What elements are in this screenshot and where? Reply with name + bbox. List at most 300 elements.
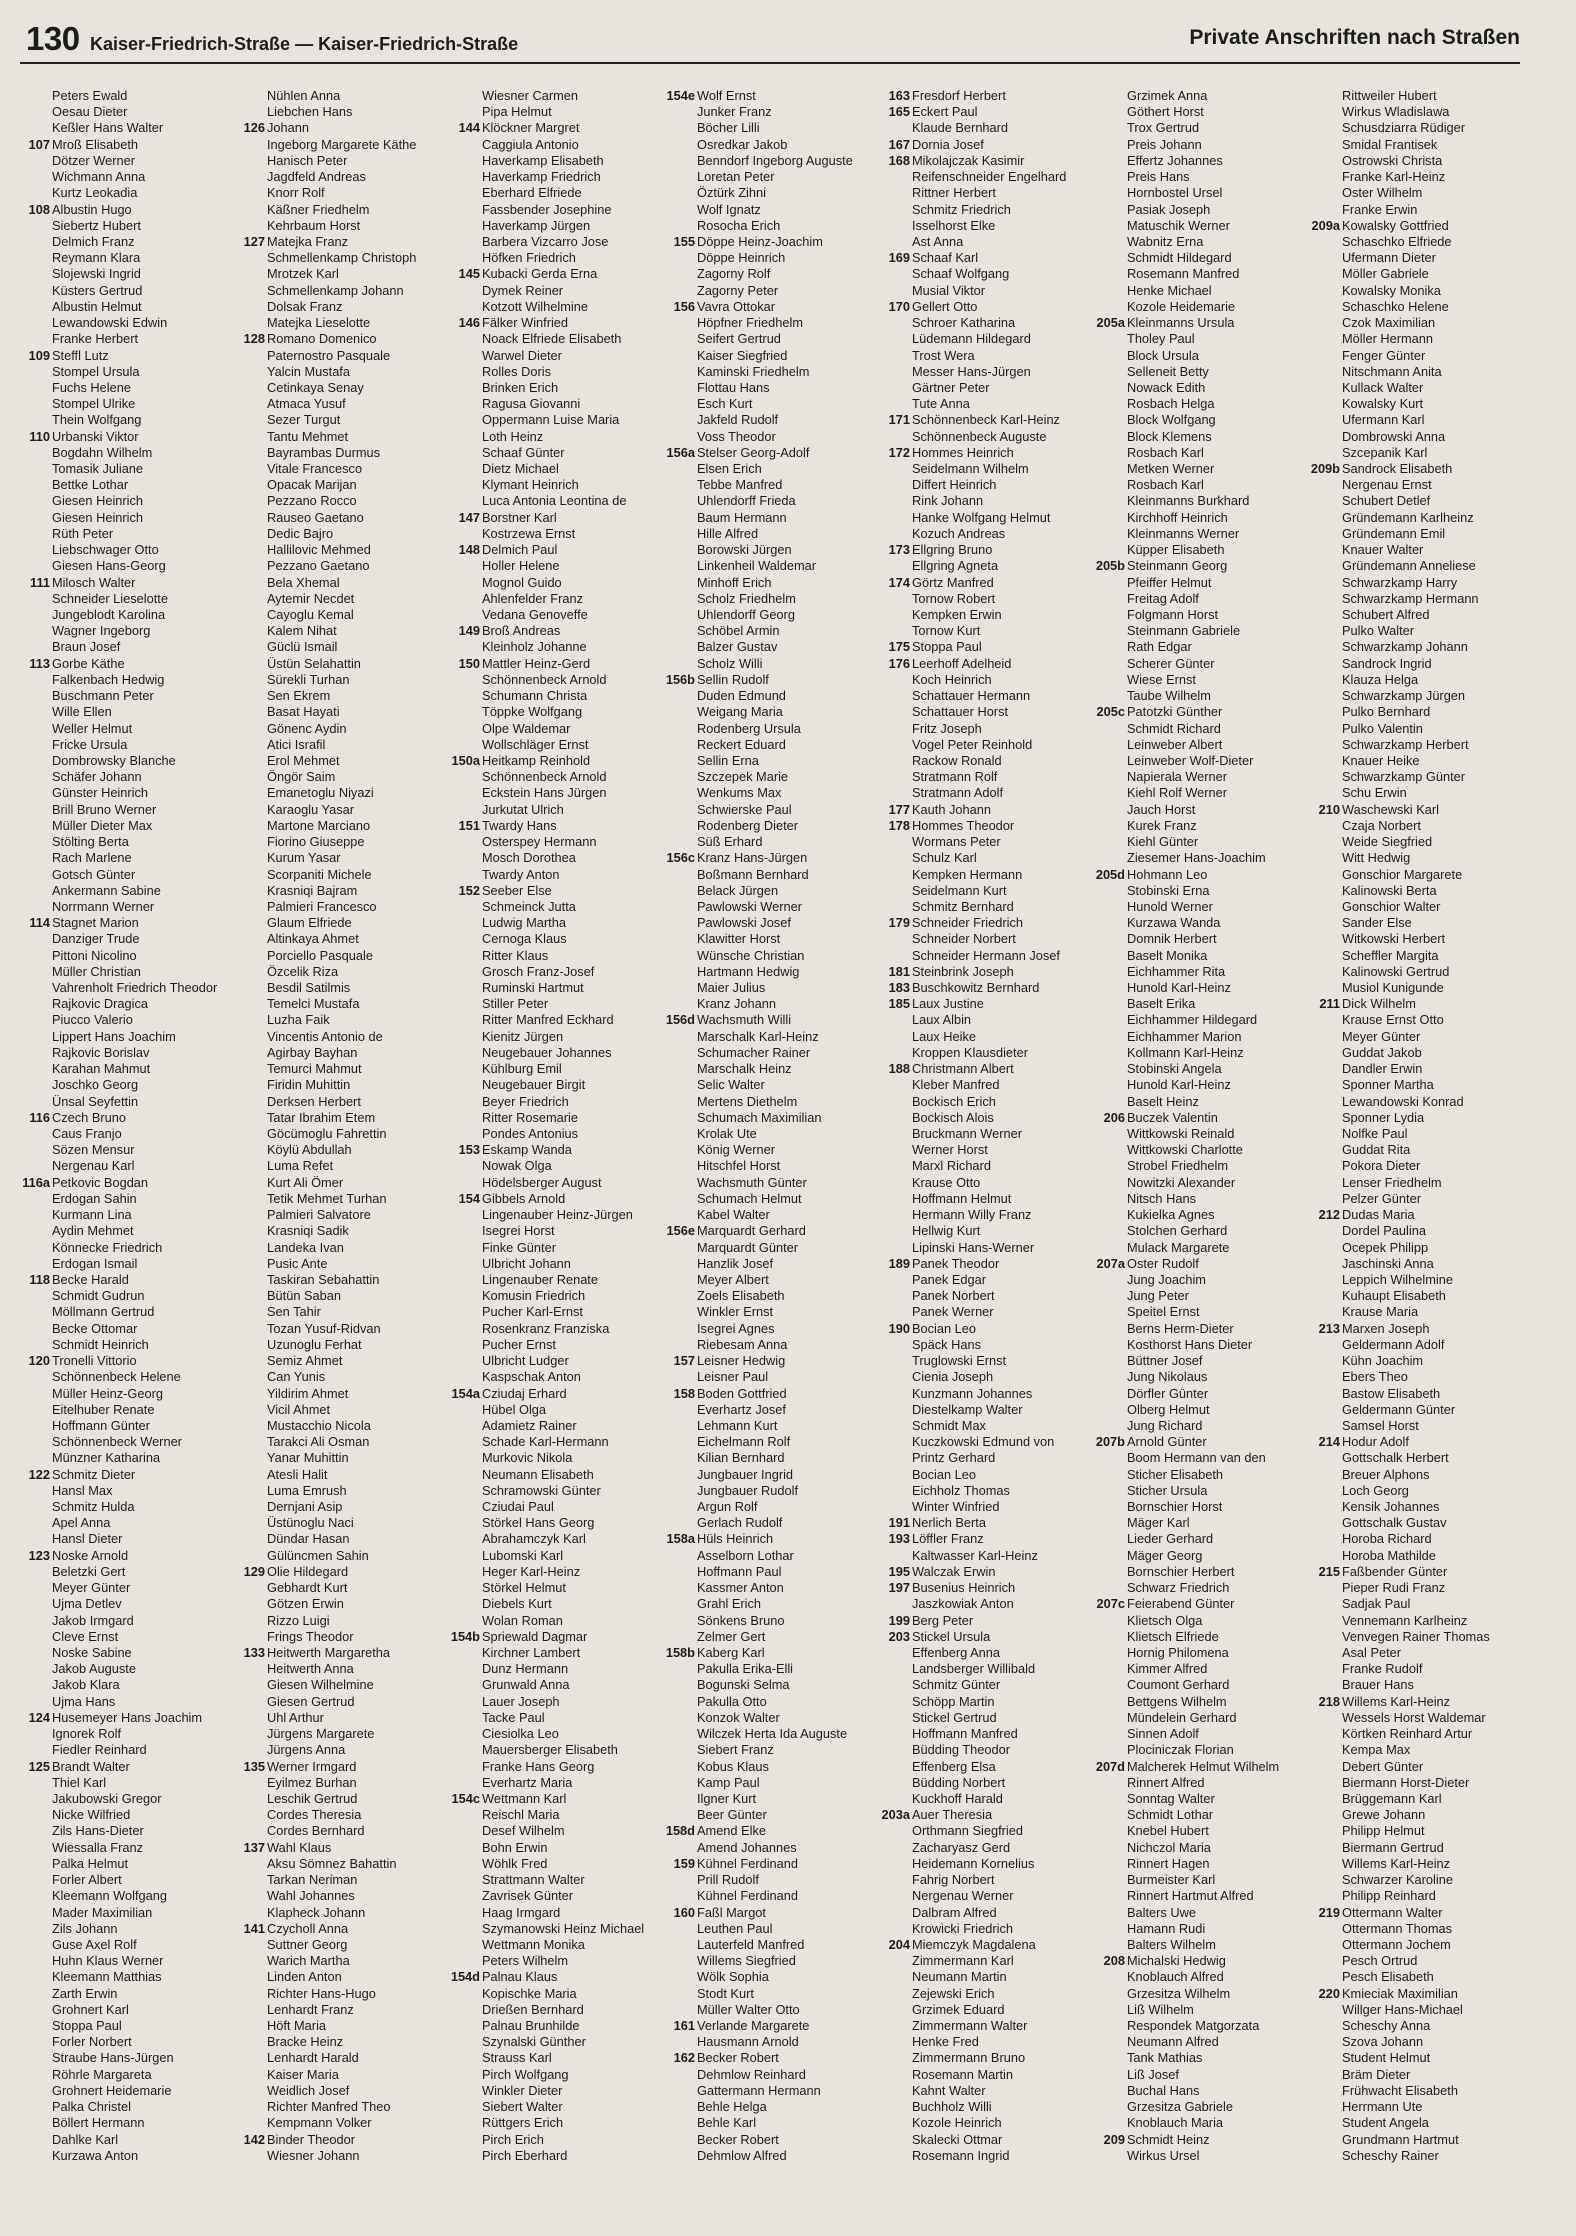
- directory-entry: [231, 1742, 441, 1758]
- resident-name: Student Helmut: [1342, 2050, 1431, 2066]
- resident-name: Seidelmann Kurt: [912, 882, 1007, 898]
- resident-name: Schmitz Dieter: [52, 1466, 136, 1482]
- resident-name: Thiel Karl: [52, 1774, 107, 1790]
- directory-entry: [876, 834, 1086, 850]
- resident-name: Göthert Horst: [1127, 104, 1204, 120]
- directory-entry: [446, 331, 656, 347]
- house-number: 177: [888, 801, 910, 817]
- resident-name: Nichczol Maria: [1127, 1839, 1211, 1855]
- directory-entry: [446, 688, 656, 704]
- resident-name: Respondek Matgorzata: [1127, 2018, 1260, 2034]
- directory-entry: [661, 1953, 871, 1969]
- resident-name: Baselt Heinz: [1127, 1093, 1199, 1109]
- directory-entry: [231, 1888, 441, 1904]
- directory-entry: [16, 445, 226, 461]
- resident-name: Schusdziarra Rüdiger: [1342, 120, 1466, 136]
- resident-name: Schwarzer Karoline: [1342, 1872, 1453, 1888]
- resident-name: Effenberg Elsa: [912, 1758, 996, 1774]
- resident-name: Stölting Berta: [52, 834, 129, 850]
- directory-entry: [16, 721, 226, 737]
- directory-entry: [876, 120, 1086, 136]
- resident-name: Brinken Erich: [482, 379, 559, 395]
- resident-name: Bornschier Horst: [1127, 1499, 1223, 1515]
- resident-name: Gattermann Hermann: [697, 2082, 821, 2098]
- resident-name: Schubert Alfred: [1342, 607, 1430, 622]
- resident-name: Dymek Reiner: [482, 282, 564, 298]
- resident-name: Fälker Winfried: [482, 315, 569, 331]
- directory-entry: [231, 1856, 441, 1872]
- directory-entry: [1091, 299, 1301, 315]
- resident-name: Özcelik Riza: [267, 963, 339, 979]
- directory-entry: [661, 1661, 871, 1677]
- resident-name: Tute Anna: [912, 396, 970, 412]
- directory-entry: [446, 445, 656, 461]
- directory-entry: [231, 2034, 441, 2050]
- directory-entry: [1306, 1353, 1516, 1369]
- resident-name: Kamp Paul: [697, 1774, 760, 1790]
- resident-name: Ritter Klaus: [482, 947, 549, 963]
- directory-entry: [1091, 380, 1301, 396]
- directory-entry: [876, 931, 1086, 947]
- directory-entry: [446, 1126, 656, 1142]
- resident-name: Belack Jürgen: [697, 882, 779, 898]
- directory-column: [876, 88, 1086, 2164]
- directory-entry: [231, 1531, 441, 1547]
- resident-name: Tronelli Vittorio: [52, 1353, 137, 1369]
- resident-name: Büdding Theodor: [912, 1742, 1010, 1758]
- directory-entry: [1306, 1175, 1516, 1191]
- directory-entry: [231, 1304, 441, 1320]
- directory-entry: [661, 1791, 871, 1807]
- directory-entry: [876, 1094, 1086, 1110]
- directory-entry: [1306, 688, 1516, 704]
- resident-name: Ostrowski Christa: [1342, 152, 1443, 168]
- directory-entry: [661, 753, 871, 769]
- directory-entry: [446, 737, 656, 753]
- directory-entry: [1091, 607, 1301, 623]
- resident-name: Jakob Auguste: [52, 1661, 136, 1677]
- directory-entry: [16, 1304, 226, 1320]
- resident-name: Kosthorst Hans Dieter: [1127, 1336, 1253, 1352]
- directory-entry: [1306, 996, 1516, 1012]
- directory-entry: [1091, 477, 1301, 493]
- directory-entry: [1091, 704, 1301, 720]
- resident-name: Palmieri Francesco: [267, 898, 377, 914]
- resident-name: Schaschko Elfriede: [1342, 233, 1452, 249]
- directory-entry: [16, 672, 226, 688]
- resident-name: Block Klemens: [1127, 428, 1212, 444]
- directory-entry: [876, 461, 1086, 477]
- directory-entry: [16, 1321, 226, 1337]
- resident-name: Scheschy Rainer: [1342, 2147, 1439, 2163]
- resident-name: Student Angela: [1342, 2115, 1429, 2131]
- resident-name: Coumont Gerhard: [1127, 1677, 1230, 1693]
- directory-entry: [1306, 785, 1516, 801]
- directory-entry: [446, 1288, 656, 1304]
- resident-name: Töppke Wolfgang: [482, 704, 583, 720]
- directory-entry: [446, 1386, 656, 1402]
- directory-entry: [1306, 429, 1516, 445]
- resident-name: Dombrowsky Blanche: [52, 752, 176, 768]
- resident-name: Kleinmanns Ursula: [1127, 315, 1235, 331]
- directory-entry: [661, 915, 871, 931]
- directory-entry: [876, 1207, 1086, 1223]
- directory-entry: [1091, 1759, 1301, 1775]
- resident-name: Jakfeld Rudolf: [697, 412, 779, 428]
- directory-entry: [231, 948, 441, 964]
- directory-entry: [661, 1337, 871, 1353]
- resident-name: Schulz Karl: [912, 850, 977, 866]
- resident-name: Knebel Hubert: [1127, 1823, 1209, 1839]
- resident-name: Mulack Margarete: [1127, 1239, 1230, 1255]
- directory-entry: [661, 283, 871, 299]
- resident-name: Kühlburg Emil: [482, 1061, 562, 1077]
- directory-entry: [1306, 510, 1516, 526]
- resident-name: Messer Hans-Jürgen: [912, 363, 1031, 379]
- resident-name: Duden Edmund: [697, 688, 786, 704]
- resident-name: Buchholz Willi: [912, 2099, 992, 2115]
- resident-name: Röhrle Margareta: [52, 2066, 152, 2082]
- directory-entry: [231, 834, 441, 850]
- resident-name: Kimmer Alfred: [1127, 1661, 1208, 1677]
- resident-name: Jungbauer Ingrid: [697, 1466, 794, 1482]
- directory-entry: [1306, 1515, 1516, 1531]
- resident-name: Cordes Bernhard: [267, 1823, 365, 1839]
- resident-name: Rosemann Ingrid: [912, 2147, 1010, 2163]
- directory-entry: [446, 2083, 656, 2099]
- resident-name: Grzimek Eduard: [912, 2001, 1005, 2017]
- directory-entry: [876, 1158, 1086, 1174]
- resident-name: Taube Wilhelm: [1127, 688, 1211, 704]
- resident-name: Baselt Erika: [1127, 996, 1196, 1012]
- house-number: 156c: [666, 850, 695, 866]
- resident-name: Nergenau Werner: [912, 1888, 1014, 1904]
- directory-entry: [876, 169, 1086, 185]
- directory-entry: [661, 153, 871, 169]
- directory-entry: [876, 1353, 1086, 1369]
- resident-name: Schade Karl-Hermann: [482, 1434, 609, 1450]
- directory-entry: [661, 737, 871, 753]
- resident-name: Heitwerth Anna: [267, 1661, 354, 1677]
- directory-entry: [446, 850, 656, 866]
- resident-name: Möllmann Gertrud: [52, 1304, 155, 1320]
- directory-entry: [446, 1629, 656, 1645]
- directory-entry: [661, 1856, 871, 1872]
- directory-entry: [16, 1272, 226, 1288]
- resident-name: Elsen Erich: [697, 461, 762, 477]
- resident-name: Lingenauber Renate: [482, 1271, 598, 1287]
- directory-entry: [446, 1256, 656, 1272]
- resident-name: Forler Norbert: [52, 2034, 132, 2050]
- resident-name: Boom Hermann van den: [1127, 1450, 1266, 1466]
- directory-entry: [1306, 802, 1516, 818]
- house-number: 137: [243, 1839, 265, 1855]
- resident-name: Grzesitza Wilhelm: [1127, 1985, 1231, 2001]
- resident-name: Ignorek Rolf: [52, 1726, 121, 1742]
- resident-name: Jakob Klara: [52, 1677, 120, 1693]
- resident-name: Everhartz Maria: [482, 1774, 573, 1790]
- resident-name: Biermann Gertrud: [1342, 1839, 1444, 1855]
- directory-entry: [231, 412, 441, 428]
- resident-name: Oster Wilhelm: [1342, 185, 1423, 201]
- directory-entry: [661, 1629, 871, 1645]
- directory-entry: [231, 1012, 441, 1028]
- resident-name: Dedic Bajro: [267, 525, 334, 541]
- resident-name: Höfken Friedrich: [482, 250, 576, 266]
- directory-entry: [1091, 2067, 1301, 2083]
- house-number: 163: [888, 88, 910, 103]
- house-number: 168: [888, 152, 910, 168]
- directory-entry: [1091, 1499, 1301, 1515]
- house-number: 156d: [665, 1012, 695, 1028]
- directory-entry: [231, 1418, 441, 1434]
- resident-name: Steinmann Gabriele: [1127, 623, 1241, 639]
- directory-entry: [231, 120, 441, 136]
- resident-name: Büttner Josef: [1127, 1353, 1203, 1369]
- resident-name: Stompel Ulrike: [52, 396, 136, 412]
- directory-entry: [661, 1645, 871, 1661]
- street-range-heading: Kaiser-Friedrich-Straße — Kaiser-Friedrich-Straße: [90, 34, 519, 54]
- resident-name: Lipinski Hans-Werner: [912, 1239, 1035, 1255]
- resident-name: Schmellenkamp Christoph: [267, 250, 417, 266]
- resident-name: Schmitz Günter: [912, 1677, 1001, 1693]
- directory-entry: [1306, 250, 1516, 266]
- resident-name: Süß Erhard: [697, 834, 763, 850]
- directory-entry: [231, 2067, 441, 2083]
- resident-name: Taskiran Sebahattin: [267, 1271, 380, 1287]
- directory-entry: [876, 1905, 1086, 1921]
- directory-entry: [1306, 1223, 1516, 1239]
- house-number: 158b: [665, 1645, 695, 1660]
- directory-entry: [1306, 526, 1516, 542]
- resident-name: Firidin Muhittin: [267, 1077, 351, 1093]
- directory-entry: [876, 1677, 1086, 1693]
- resident-name: Palka Helmut: [52, 1855, 129, 1871]
- resident-name: Szczepek Marie: [697, 769, 789, 785]
- directory-entry: [1091, 1710, 1301, 1726]
- resident-name: Liß Josef: [1127, 2066, 1179, 2082]
- directory-entry: [231, 1434, 441, 1450]
- directory-entry: [1306, 1580, 1516, 1596]
- resident-name: Cetinkaya Senay: [267, 379, 364, 395]
- directory-entry: [1306, 1888, 1516, 1904]
- house-number: 204: [888, 1936, 910, 1952]
- resident-name: Luzha Faik: [267, 1012, 330, 1028]
- directory-entry: [1091, 526, 1301, 542]
- resident-name: Besdil Satilmis: [267, 980, 351, 996]
- directory-entry: [16, 1677, 226, 1693]
- resident-name: Köylü Abdullah: [267, 1142, 352, 1158]
- directory-entry: [446, 1012, 656, 1028]
- resident-name: Faßl Margot: [697, 1904, 766, 1920]
- resident-name: Vedana Genoveffe: [482, 607, 588, 622]
- directory-entry: [661, 1402, 871, 1418]
- resident-name: Schneider Hermann Josef: [912, 947, 1060, 963]
- resident-name: Atesli Halit: [267, 1466, 328, 1482]
- house-number: 174: [888, 574, 910, 590]
- directory-entry: [876, 2083, 1086, 2099]
- directory-entry: [1091, 1905, 1301, 1921]
- resident-name: Lingenauber Heinz-Jürgen: [482, 1207, 633, 1223]
- house-number: 219: [1318, 1904, 1340, 1920]
- directory-entry: [16, 785, 226, 801]
- directory-entry: [446, 1304, 656, 1320]
- resident-name: Jauch Horst: [1127, 801, 1196, 817]
- resident-name: Tacke Paul: [482, 1709, 545, 1725]
- directory-entry: [16, 1175, 226, 1191]
- directory-entry: [1091, 493, 1301, 509]
- directory-entry: [231, 1045, 441, 1061]
- resident-name: Musial Viktor: [912, 282, 986, 298]
- directory-entry: [231, 1661, 441, 1677]
- directory-entry: [16, 137, 226, 153]
- directory-entry: [1091, 1515, 1301, 1531]
- directory-entry: [231, 185, 441, 201]
- resident-name: Wichmann Anna: [52, 169, 146, 185]
- directory-entry: [231, 1499, 441, 1515]
- directory-entry: [876, 850, 1086, 866]
- directory-entry: [661, 1240, 871, 1256]
- directory-entry: [446, 607, 656, 623]
- resident-name: Stompel Ursula: [52, 363, 140, 379]
- resident-name: Differt Heinrich: [912, 477, 997, 493]
- resident-name: Zelmer Gert: [697, 1628, 766, 1644]
- resident-name: Loch Georg: [1342, 1482, 1409, 1498]
- directory-entry: [231, 1564, 441, 1580]
- directory-entry: [446, 834, 656, 850]
- directory-column: [231, 88, 441, 2164]
- resident-name: Ufermann Dieter: [1342, 250, 1436, 266]
- resident-name: Romano Domenico: [267, 331, 377, 347]
- resident-name: Schaaf Günter: [482, 444, 565, 460]
- house-number: 154a: [451, 1385, 480, 1401]
- resident-name: Ziesemer Hans-Joachim: [1127, 850, 1266, 866]
- resident-name: Junker Franz: [697, 104, 772, 120]
- directory-entry: [661, 980, 871, 996]
- resident-name: Hansl Dieter: [52, 1531, 123, 1547]
- resident-name: Kahnt Walter: [912, 2082, 986, 2098]
- directory-entry: [446, 1272, 656, 1288]
- resident-name: Üstünoglu Naci: [267, 1515, 354, 1531]
- resident-name: Lewandowski Edwin: [52, 315, 168, 331]
- resident-name: Palnau Brunhilde: [482, 2018, 580, 2034]
- house-number: 151: [458, 817, 480, 833]
- directory-entry: [446, 348, 656, 364]
- directory-entry: [446, 137, 656, 153]
- directory-entry: [446, 461, 656, 477]
- resident-name: Rosbach Karl: [1127, 444, 1204, 460]
- house-number: 206: [1103, 1109, 1125, 1125]
- resident-name: Kalinowski Berta: [1342, 882, 1437, 898]
- resident-name: Kozole Heinrich: [912, 2115, 1002, 2131]
- resident-name: Block Wolfgang: [1127, 412, 1216, 428]
- resident-name: Malcherek Helmut Wilhelm: [1127, 1758, 1280, 1774]
- directory-entry: [16, 1661, 226, 1677]
- directory-entry: [231, 169, 441, 185]
- resident-name: Frings Theodor: [267, 1628, 354, 1644]
- resident-name: Meyer Günter: [52, 1580, 131, 1596]
- directory-entry: [446, 623, 656, 639]
- resident-name: Kurek Franz: [1127, 817, 1197, 833]
- resident-name: Wille Ellen: [52, 704, 112, 720]
- directory-entry: [446, 2099, 656, 2115]
- house-number: 116: [29, 1109, 50, 1125]
- directory-entry: [1306, 2148, 1516, 2164]
- resident-name: Ebers Theo: [1342, 1369, 1408, 1385]
- directory-entry: [231, 218, 441, 234]
- directory-entry: [16, 899, 226, 915]
- directory-column: [16, 88, 226, 2164]
- resident-name: Marschalk Karl-Heinz: [697, 1028, 819, 1044]
- house-number: 113: [29, 655, 50, 671]
- directory-entry: [876, 1061, 1086, 1077]
- resident-name: Kaiser Maria: [267, 2066, 339, 2082]
- directory-entry: [1091, 1207, 1301, 1223]
- directory-entry: [661, 1321, 871, 1337]
- directory-entry: [876, 753, 1086, 769]
- directory-entry: [446, 266, 656, 282]
- directory-entry: [231, 753, 441, 769]
- resident-name: Norrmann Werner: [52, 898, 155, 914]
- directory-entry: [661, 185, 871, 201]
- resident-name: Kiehl Günter: [1127, 834, 1199, 850]
- directory-entry: [1091, 1240, 1301, 1256]
- directory-entry: [231, 1937, 441, 1953]
- resident-name: Stoppa Paul: [52, 2018, 122, 2034]
- resident-name: Siebert Franz: [697, 1742, 774, 1758]
- directory-entry: [446, 202, 656, 218]
- resident-name: Stickel Gertrud: [912, 1709, 997, 1725]
- resident-name: Steinbrink Joseph: [912, 963, 1014, 979]
- resident-name: Kensik Johannes: [1342, 1499, 1440, 1515]
- directory-entry: [1091, 1645, 1301, 1661]
- resident-name: Mäger Georg: [1127, 1547, 1203, 1563]
- directory-entry: [1091, 1175, 1301, 1191]
- house-number: 205c: [1096, 704, 1125, 720]
- resident-name: Eichhammer Marion: [1127, 1028, 1242, 1044]
- directory-entry: [1306, 218, 1516, 234]
- resident-name: Klietsch Olga: [1127, 1612, 1203, 1628]
- directory-entry: [1091, 153, 1301, 169]
- directory-entry: [1306, 1012, 1516, 1028]
- directory-entry: [876, 1029, 1086, 1045]
- directory-entry: [661, 1142, 871, 1158]
- directory-entry: [876, 607, 1086, 623]
- resident-name: Klauza Helga: [1342, 671, 1419, 687]
- directory-entry: [446, 704, 656, 720]
- resident-name: Giesen Heinrich: [52, 509, 144, 525]
- directory-entry: [446, 1175, 656, 1191]
- directory-entry: [1091, 1256, 1301, 1272]
- directory-entry: [876, 2034, 1086, 2050]
- directory-entry: [446, 721, 656, 737]
- resident-name: Diestelkamp Walter: [912, 1401, 1023, 1417]
- directory-entry: [16, 704, 226, 720]
- directory-entry: [1306, 1110, 1516, 1126]
- directory-entry: [876, 1402, 1086, 1418]
- directory-entry: [661, 1596, 871, 1612]
- directory-entry: [16, 299, 226, 315]
- house-number: 191: [888, 1515, 910, 1531]
- resident-name: Nergenau Karl: [52, 1158, 135, 1174]
- resident-name: Delmich Paul: [482, 542, 558, 558]
- directory-entry: [16, 2067, 226, 2083]
- directory-entry: [231, 1645, 441, 1661]
- resident-name: Willger Hans-Michael: [1342, 2001, 1463, 2017]
- directory-entry: [876, 558, 1086, 574]
- resident-name: Basat Hayati: [267, 704, 340, 720]
- resident-name: Amend Elke: [697, 1823, 766, 1839]
